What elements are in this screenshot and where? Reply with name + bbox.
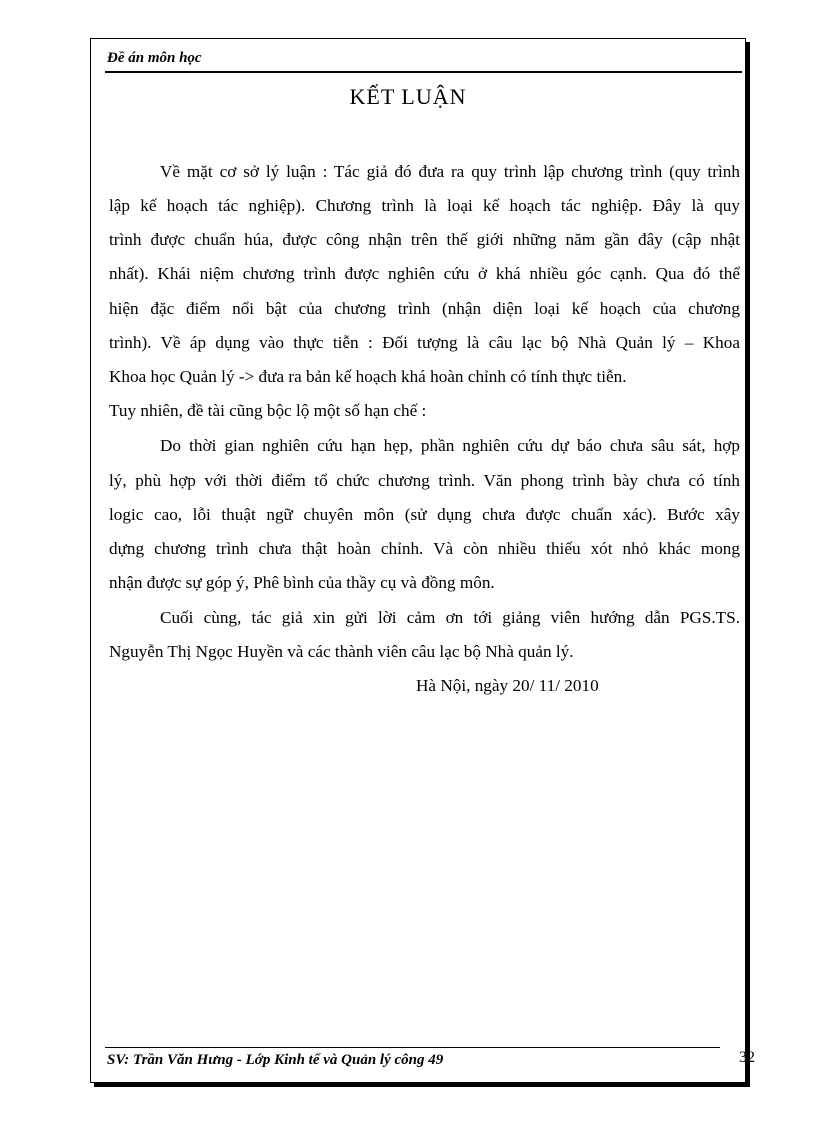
p1-line-6: trình). Về áp dụng vào thực tiễn : Đối tượng là câu lạc bộ Nhà Quản lý – Khoa [109,333,740,352]
p1-line-4: nhất). Khái niệm chương trình được nghiên cứu ở khá nhiều góc cạnh. Qua đó thể [109,264,740,283]
page-border-left [90,38,91,1083]
p2-line-1: Tuy nhiên, đề tài cũng bộc lộ một số hạn chế : [109,401,427,420]
header-course-name: Đề án môn học [107,50,202,66]
p3-line-3: logic cao, lỗi thuật ngữ chuyên môn (sử dụng chưa được chuẩn xác). Bước xây [109,505,740,524]
page-shadow-right [746,42,750,1087]
p3-line-4: dựng chương trình chưa thật hoàn chỉnh. Và còn nhiều thiếu xót nhỏ khác mong [109,539,740,558]
page-number: 32 [739,1049,755,1066]
page-border-top [90,38,746,39]
p4-line-1: Cuối cùng, tác giả xin gửi lời cảm ơn tới giảng viên hướng dẫn PGS.TS. [160,608,740,627]
p1-line-7: Khoa học Quản lý -> đưa ra bản kế hoạch khá hoàn chỉnh có tính thực tiễn. [109,367,627,386]
p3-line-2: lý, phù hợp với thời điểm tổ chức chương trình. Văn phong trình bày chưa có tính [109,471,740,490]
footer-student-info: SV: Trần Văn Hưng - Lớp Kinh tế và Quản lý công 49 [107,1052,444,1068]
p3-line-1: Do thời gian nghiên cứu hạn hẹp, phần nghiên cứu dự báo chưa sâu sát, hợp [160,436,740,455]
p4-line-2: Nguyễn Thị Ngọc Huyền và các thành viên câu lạc bộ Nhà quản lý. [109,642,574,661]
page-shadow-bottom [94,1083,750,1087]
p1-line-3: trình được chuẩn húa, được công nhận trên thế giới những năm gần đây (cập nhật [109,230,740,249]
footer-rule [105,1047,720,1048]
p1-line-1: Về mặt cơ sở lý luận : Tác giả đó đưa ra quy trình lập chương trình (quy trình [160,162,740,181]
page-title: KẾT LUẬN [349,84,467,109]
signature-date: Hà Nội, ngày 20/ 11/ 2010 [416,676,599,695]
p3-line-5: nhận được sự góp ý, Phê bình của thầy cụ và đồng môn. [109,573,495,592]
p1-line-2: lập kế hoạch tác nghiệp). Chương trình là loại kế hoạch tác nghiệp. Đây là quy [109,196,740,215]
header-rule [105,71,742,73]
p1-line-5: hiện đặc điểm nổi bật của chương trình (nhận diện loại kế hoạch của chương [109,299,740,318]
